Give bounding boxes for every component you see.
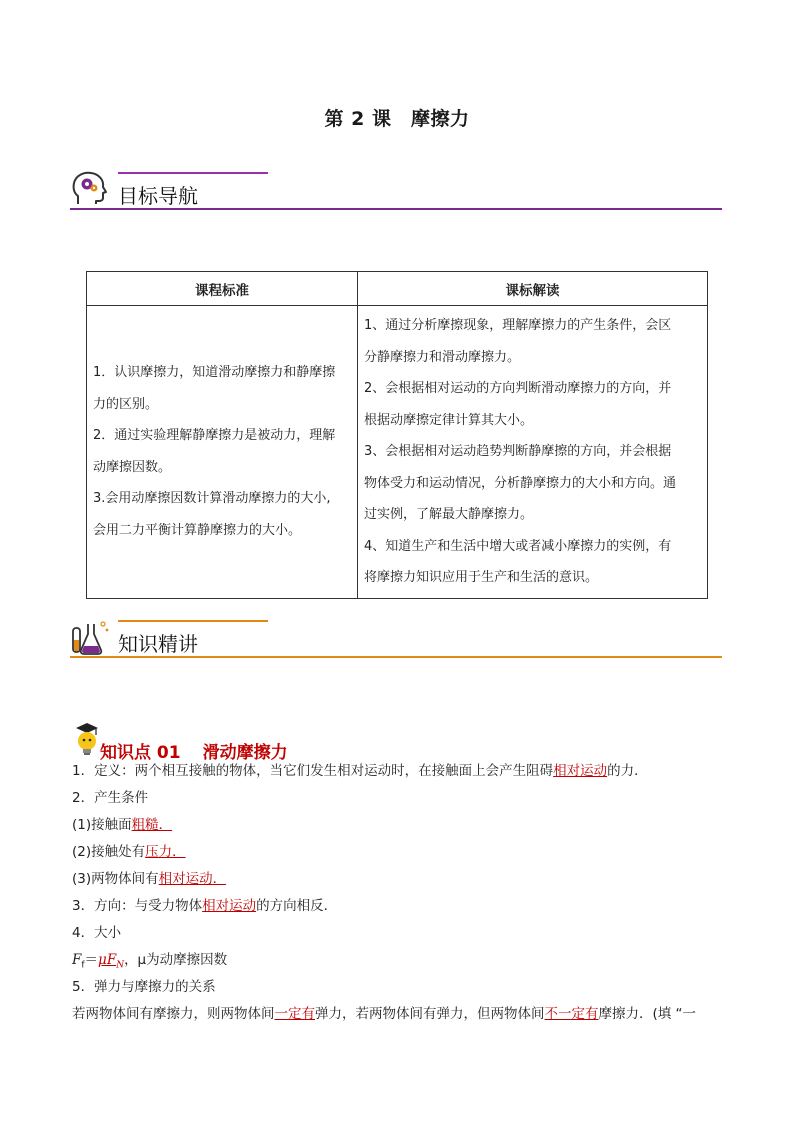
interpretation-line: 将摩擦力知识应用于生产和生活的意识。	[364, 570, 599, 585]
text-span: ＝	[84, 952, 99, 968]
standards-cell	[87, 306, 358, 599]
page-title: 第 2 课 摩擦力	[324, 108, 470, 130]
relation-line	[72, 1001, 732, 1028]
condition-3	[72, 866, 732, 893]
standards-line: 会用二力平衡计算静摩擦力的大小。	[93, 522, 302, 538]
condition-2	[72, 839, 732, 866]
interpretation-line: 3、会根据相对运动趋势判断静摩擦的方向，并会根据	[364, 444, 672, 459]
definition-line	[72, 758, 732, 785]
standards-line: 2．通过实验理解静摩擦力是被动力，理解	[93, 428, 336, 444]
formula-subscript: f	[81, 960, 85, 971]
direction-line	[72, 893, 732, 920]
answer-blank: 相对运动．	[158, 871, 227, 887]
formula-answer: μF	[98, 952, 117, 968]
text-span: (2)接触处有	[72, 844, 146, 860]
section-divider	[70, 208, 722, 210]
standards-line: 3.会用动摩擦因数计算滑动摩擦力的大小,	[93, 491, 331, 507]
text-span: 弹力，若两物体间有弹力，但两物体间	[315, 1006, 545, 1022]
section-topline	[118, 172, 268, 174]
answer-blank: 压力．	[145, 844, 186, 860]
formula-symbol: F	[72, 952, 82, 968]
interpretation-line: 根据动摩擦定律计算其大小。	[364, 412, 534, 428]
table-header-interpretation: 课标解读	[358, 272, 708, 306]
text-span: 3．方向：与受力物体	[72, 898, 203, 914]
section-topline	[118, 620, 268, 622]
answer-blank: 相对运动	[202, 898, 257, 914]
answer-blank	[98, 952, 125, 971]
standards-line: 动摩擦因数。	[93, 459, 172, 475]
answer-blank: 粗糙．	[131, 817, 173, 833]
formula-answer-subscript: N	[116, 960, 125, 971]
section-title-knowledge: 知识精讲	[118, 632, 198, 656]
interpretation-line: 2、会根据相对运动的方向判断滑动摩擦力的方向，并	[364, 381, 672, 396]
interpretation-line: 1、通过分析摩擦现象，理解摩擦力的产生条件，会区	[364, 318, 672, 333]
interpretation-line: 4、知道生产和生活中增大或者减小摩擦力的实例，有	[364, 538, 672, 554]
text-span: 1．定义：两个相互接触的物体，当它们发生相对运动时，在接触面上会产生阻碍	[72, 763, 554, 779]
answer-blank: 不一定有	[544, 1006, 599, 1022]
section-header-goals	[70, 172, 722, 216]
knowledge-point-name: 滑动摩擦力	[202, 743, 288, 763]
text-span: (1)接触面	[72, 817, 132, 833]
knowledge-point-number: 知识点 01	[100, 743, 181, 763]
interpretation-line: 过实例，了解最大静摩擦力。	[364, 507, 534, 522]
text-span: ，μ为动摩擦因数	[124, 952, 228, 968]
answer-blank: 相对运动	[553, 763, 608, 779]
section-header-knowledge	[70, 620, 722, 664]
curriculum-table	[86, 271, 708, 599]
text-span: 若两物体间有摩擦力，则两物体间	[72, 1006, 275, 1022]
section-title-goals: 目标导航	[118, 184, 198, 208]
graduation-bulb-icon	[72, 722, 102, 758]
text-span: 摩擦力．(填 “一	[598, 1006, 697, 1022]
conditions-heading: 2．产生条件	[72, 790, 149, 806]
interpretation-cell	[358, 306, 708, 599]
head-gears-icon	[70, 170, 110, 208]
text-span: 的力．	[607, 763, 648, 779]
interpretation-line: 分静摩擦力和滑动摩擦力。	[364, 349, 521, 365]
lab-flask-icon	[70, 618, 110, 656]
standards-line: 力的区别。	[93, 396, 159, 412]
answer-blank: 一定有	[274, 1006, 315, 1022]
interpretation-line: 物体受力和运动情况，分析静摩擦力的大小和方向。通	[364, 475, 677, 491]
text-span: 的方向相反．	[256, 898, 338, 914]
section-divider	[70, 656, 722, 658]
text-span: (3)两物体间有	[72, 871, 159, 887]
relation-heading: 5．弹力与摩擦力的关系	[72, 979, 216, 995]
standards-line: 1．认识摩擦力，知道滑动摩擦力和静摩擦	[93, 365, 336, 381]
magnitude-heading: 4．大小	[72, 925, 122, 941]
condition-1	[72, 812, 732, 839]
table-header-standards: 课程标准	[87, 272, 358, 306]
